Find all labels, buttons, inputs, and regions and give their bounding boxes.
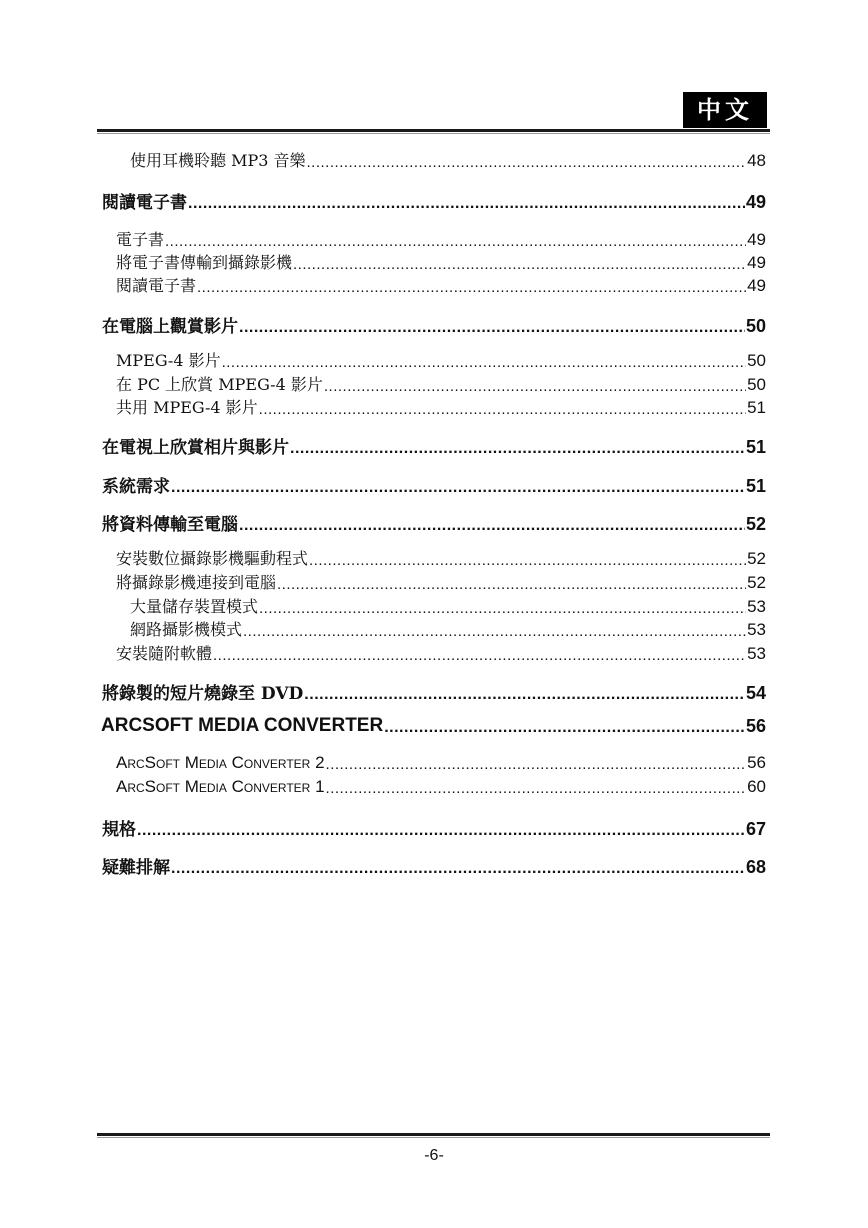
toc-entry-page: 53: [747, 620, 766, 639]
toc-dot-leader: [243, 623, 746, 640]
toc-entry-page: 50: [747, 351, 766, 370]
toc-entry-page: 50: [745, 316, 766, 336]
toc-entry[interactable]: [102, 815, 766, 840]
toc-entry[interactable]: [116, 227, 766, 250]
toc-entry-page: 51: [745, 437, 766, 457]
toc-entry-page: 49: [747, 253, 766, 272]
toc-dot-leader: [326, 780, 747, 797]
toc-entry-title: ArcSoft Media Converter 2: [116, 753, 325, 772]
toc-entry[interactable]: [116, 641, 766, 664]
toc-dot-leader: [165, 233, 746, 250]
toc-dot-leader: [197, 279, 746, 296]
toc-entry-page: 49: [745, 192, 766, 212]
toc-entry-page: 56: [745, 716, 766, 736]
toc-entry-page: 53: [747, 644, 766, 663]
toc-entry-page: 53: [747, 597, 766, 616]
toc-entry[interactable]: [116, 273, 766, 296]
toc-entry-page: 49: [747, 230, 766, 249]
footer-rule: [97, 1133, 770, 1136]
toc-entry-page: 51: [747, 398, 766, 417]
toc-entry[interactable]: [116, 777, 766, 797]
toc-entry[interactable]: [116, 395, 766, 418]
toc-entry-title: 在 PC 上欣賞 MPEG-4 影片: [116, 375, 323, 394]
toc-dot-leader: [239, 319, 745, 337]
toc-entry-title: 閱讀電子書: [102, 193, 187, 213]
toc-entry[interactable]: [130, 594, 766, 617]
toc-dot-leader: [309, 552, 746, 569]
toc-entry-title: 使用耳機聆聽 MP3 音樂: [130, 151, 306, 170]
toc-entry[interactable]: [102, 312, 766, 337]
toc-entry-title: 安裝隨附軟體: [116, 644, 213, 663]
toc-entry-title: 電子書: [116, 230, 165, 249]
toc-entry-title: 安裝數位攝錄影機驅動程式: [116, 549, 309, 568]
toc-dot-leader: [259, 401, 746, 418]
language-tab: 中文: [683, 92, 767, 128]
toc-entry[interactable]: [116, 753, 766, 773]
toc-dot-leader: [307, 154, 747, 171]
toc-dot-leader: [384, 719, 745, 737]
toc-entry-page: 60: [747, 777, 766, 796]
toc-entry-page: 52: [745, 514, 766, 534]
toc-entry[interactable]: [116, 250, 766, 273]
toc-entry-page: 52: [747, 549, 766, 568]
toc-dot-leader: [171, 479, 745, 497]
toc-entry-page: 52: [747, 573, 766, 592]
toc-dot-leader: [213, 647, 746, 664]
page-number: -6-: [424, 1147, 444, 1164]
footer-rule-thin: [97, 1137, 770, 1138]
toc-entry[interactable]: [102, 472, 766, 497]
toc-dot-leader: [137, 822, 745, 840]
toc-entry-title: 系統需求: [102, 477, 170, 497]
toc-entry[interactable]: [102, 679, 766, 704]
toc-dot-leader: [222, 354, 746, 371]
toc-dot-leader: [290, 440, 745, 458]
toc-entry-title: 大量儲存裝置模式: [130, 597, 259, 616]
toc-entry-title: 閱讀電子書: [116, 276, 197, 295]
toc-entry[interactable]: [102, 510, 766, 535]
toc-entry-title: 在電視上欣賞相片與影片: [102, 438, 289, 458]
toc-entry-title: 將資料傳輸至電腦: [102, 515, 238, 535]
toc-entry-page: 54: [745, 683, 766, 703]
toc-entry-page: 50: [747, 375, 766, 394]
toc-entry[interactable]: [116, 570, 766, 593]
toc-entry-page: 49: [747, 276, 766, 295]
toc-entry-page: 51: [745, 476, 766, 496]
toc-dot-leader: [324, 378, 746, 395]
toc-dot-leader: [326, 756, 747, 773]
toc-entry-title: 將錄製的短片燒錄至 DVD: [102, 684, 304, 704]
toc-entry[interactable]: [116, 348, 766, 371]
toc-entry-title: MPEG-4 影片: [116, 351, 221, 370]
toc-entry-page: 48: [747, 151, 766, 170]
toc-dot-leader: [259, 600, 746, 617]
toc-entry-title: ArcSoft Media Converter 1: [116, 777, 325, 796]
toc-dot-leader: [239, 517, 745, 535]
toc-dot-leader: [304, 686, 745, 704]
toc-entry[interactable]: [102, 188, 766, 213]
toc-entry-title: 在電腦上觀賞影片: [102, 317, 238, 337]
toc-entry[interactable]: [130, 617, 766, 640]
toc-entry-page: 68: [745, 857, 766, 877]
toc-dot-leader: [188, 195, 745, 213]
toc-entry-page: 67: [745, 819, 766, 839]
toc-entry-title: 共用 MPEG-4 影片: [116, 398, 258, 417]
toc-entry[interactable]: [102, 433, 766, 458]
toc-dot-leader: [277, 576, 746, 593]
toc-entry-title: 規格: [102, 820, 136, 840]
toc-entry-page: 56: [747, 753, 766, 772]
toc-dot-leader: [293, 256, 746, 273]
toc-entry-title: ARCSOFT MEDIA CONVERTER: [101, 715, 384, 736]
toc-entry[interactable]: [101, 715, 766, 737]
toc-entry[interactable]: [102, 853, 766, 878]
toc-entry[interactable]: [130, 148, 766, 171]
toc-entry-title: 疑難排解: [102, 858, 170, 878]
toc-entry-title: 網路攝影機模式: [130, 620, 243, 639]
toc-entry[interactable]: [116, 372, 766, 395]
toc-entry-title: 將電子書傳輸到攝錄影機: [116, 253, 293, 272]
toc-entry[interactable]: [116, 546, 766, 569]
toc-entry-title: 將攝錄影機連接到電腦: [116, 573, 277, 592]
toc-dot-leader: [171, 860, 745, 878]
